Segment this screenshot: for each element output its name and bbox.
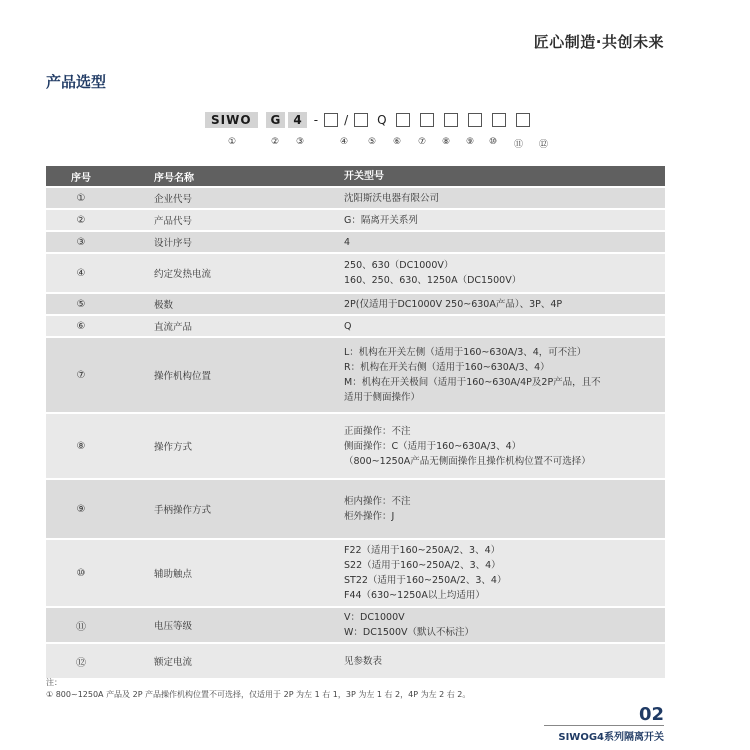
- header-name: 序号名称: [116, 166, 330, 186]
- row-name: 极数: [116, 294, 330, 314]
- row-line: F22（适用于160~250A/2、3、4）: [344, 545, 501, 556]
- slogan: 匠心制造·共创未来: [533, 33, 664, 51]
- row-value: [330, 414, 665, 478]
- row-line: S22（适用于160~250A/2、3、4）: [344, 560, 501, 571]
- code-slot: [516, 113, 530, 127]
- row-name: 企业代号: [116, 188, 330, 208]
- row-line: 4: [344, 236, 351, 248]
- code-slot: [420, 113, 434, 127]
- table-row: [46, 480, 665, 538]
- row-name: 操作方式: [116, 414, 330, 478]
- spec-table: [46, 164, 665, 680]
- row-line: G：隔离开关系列: [344, 214, 418, 226]
- row-line: 160、250、630、1250A（DC1500V）: [344, 275, 522, 286]
- footer-product-name: SIWOG4系列隔离开关: [558, 732, 664, 743]
- row-line: 柜内操作：不注: [344, 496, 411, 507]
- row-value: [330, 294, 665, 314]
- row-value: [330, 316, 665, 336]
- code-number: ⑦: [418, 137, 427, 147]
- row-no: ⑤: [46, 294, 116, 314]
- row-line: （800~1250A产品无侧面操作且操作机构位置不可选择）: [344, 455, 591, 467]
- row-name: 额定电流: [116, 644, 330, 678]
- row-line: 适用于侧面操作）: [344, 392, 421, 403]
- row-no: ⑩: [46, 540, 116, 606]
- code-numbers: [0, 137, 750, 149]
- row-line: 见参数表: [344, 655, 383, 667]
- table-row: [46, 232, 665, 252]
- page-number: 02: [638, 704, 664, 725]
- section-title: 产品选型: [46, 73, 107, 91]
- row-value: [330, 188, 665, 208]
- table-row: [46, 210, 665, 230]
- row-value: [330, 338, 665, 412]
- table-row: [46, 644, 665, 678]
- row-value: [330, 540, 665, 606]
- row-name: 设计序号: [116, 232, 330, 252]
- row-no: ⑪: [46, 608, 116, 642]
- row-line: 2P(仅适用于DC1000V 250~630A产品）、3P、4P: [344, 298, 563, 310]
- table-row: [46, 316, 665, 336]
- row-value: [330, 232, 665, 252]
- table-row: [46, 608, 665, 642]
- code-4: 4: [288, 112, 306, 128]
- row-no: ①: [46, 188, 116, 208]
- table-row: [46, 188, 665, 208]
- code-slot: [324, 113, 338, 127]
- row-line: Q: [344, 320, 352, 332]
- table-header-row: [46, 166, 665, 186]
- row-value: [330, 480, 665, 538]
- header-model: 开关型号: [330, 166, 665, 186]
- code-number: ⑫: [539, 140, 549, 150]
- row-line: L：机构在开关左侧（适用于160~630A/3、4，可不注）: [344, 347, 587, 358]
- row-value: [330, 608, 665, 642]
- row-no: ③: [46, 232, 116, 252]
- header-no: 序号: [46, 166, 116, 186]
- table-row: [46, 338, 665, 412]
- row-name: 约定发热电流: [116, 254, 330, 292]
- code-slot: [444, 113, 458, 127]
- row-line: 柜外操作：J: [344, 511, 395, 522]
- code-number: ⑥: [393, 137, 402, 147]
- code-number: ②: [271, 137, 280, 147]
- row-no: ⑧: [46, 414, 116, 478]
- row-name: 直流产品: [116, 316, 330, 336]
- code-number: ①: [228, 137, 237, 147]
- note-text: ① 800~1250A 产品及 2P 产品操作机构位置不可选择，仅适用于 2P 为左 1 右 1，3P 为左 1 右 2，4P 为左 2 右 2。: [46, 690, 471, 699]
- table-row: [46, 254, 665, 292]
- row-value: [330, 254, 665, 292]
- row-name: 操作机构位置: [116, 338, 330, 412]
- code-dash: -: [313, 113, 319, 127]
- row-line: F44（630~1250A以上均适用）: [344, 590, 485, 601]
- code-slot: [396, 113, 410, 127]
- table-row: [46, 294, 665, 314]
- row-no: ⑥: [46, 316, 116, 336]
- row-name: 手柄操作方式: [116, 480, 330, 538]
- row-line: 沈阳斯沃电器有限公司: [344, 192, 440, 204]
- row-no: ④: [46, 254, 116, 292]
- note-label: 注：: [46, 678, 62, 687]
- row-line: 250、630（DC1000V）: [344, 260, 454, 271]
- code-number: ③: [296, 137, 305, 147]
- code-number: ⑤: [368, 137, 377, 147]
- code-q: Q: [377, 113, 387, 127]
- row-name: 产品代号: [116, 210, 330, 230]
- row-value: [330, 210, 665, 230]
- code-number: ⑪: [514, 140, 524, 150]
- row-line: V：DC1000V: [344, 612, 405, 623]
- row-line: 正面操作：不注: [344, 425, 411, 437]
- code-number: ④: [340, 137, 349, 147]
- code-slash: /: [344, 113, 349, 127]
- code-siwo: SIWO: [205, 112, 258, 128]
- row-line: R：机构在开关右侧（适用于160~630A/3、4）: [344, 362, 550, 373]
- row-no: ②: [46, 210, 116, 230]
- code-g: G: [266, 112, 286, 128]
- row-line: 侧面操作：C（适用于160~630A/3、4）: [344, 440, 522, 452]
- row-line: W：DC1500V（默认不标注）: [344, 627, 475, 638]
- table-row: [46, 414, 665, 478]
- code-slot: [354, 113, 368, 127]
- row-no: ⑦: [46, 338, 116, 412]
- row-name: 电压等级: [116, 608, 330, 642]
- table-row: [46, 540, 665, 606]
- row-no: ⑫: [46, 644, 116, 678]
- row-name: 辅助触点: [116, 540, 330, 606]
- code-number: ⑩: [489, 137, 498, 147]
- model-code: [205, 111, 532, 129]
- row-value: [330, 644, 665, 678]
- footer-rule: [544, 725, 664, 726]
- code-number: ⑧: [442, 137, 451, 147]
- code-slot: [492, 113, 506, 127]
- code-slot: [468, 113, 482, 127]
- code-number: ⑨: [466, 137, 475, 147]
- row-no: ⑨: [46, 480, 116, 538]
- row-line: M：机构在开关极间（适用于160~630A/4P及2P产品，且不: [344, 377, 601, 388]
- row-line: ST22（适用于160~250A/2、3、4）: [344, 575, 507, 586]
